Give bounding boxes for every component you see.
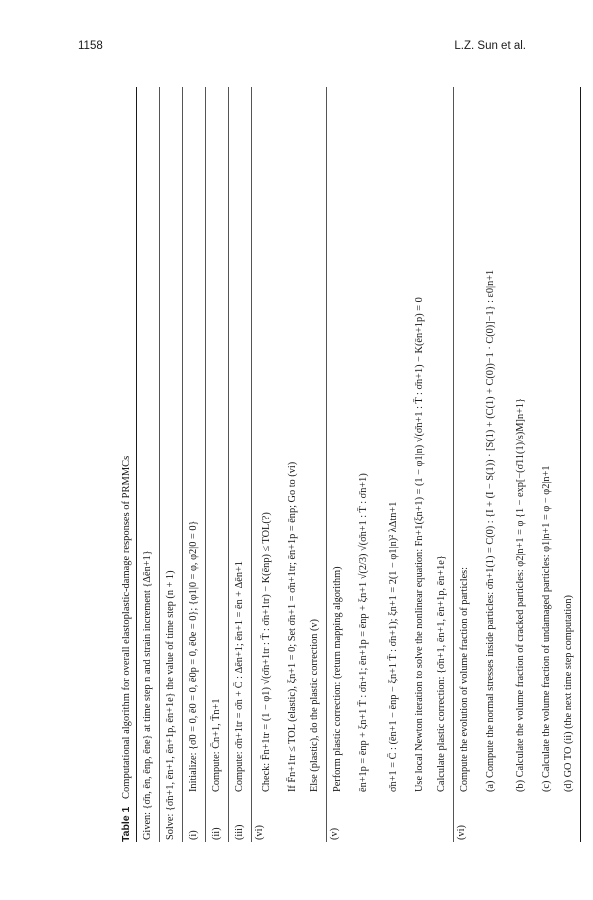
- page-number: 1158: [78, 40, 103, 52]
- running-head: [78, 40, 526, 60]
- author-line: L.Z. Sun et al.: [454, 40, 526, 52]
- table-row-given: Given: {σ̄n, ēn, ēnp, ēne} at time step n and strain increment {Δēn+1}: [137, 87, 160, 842]
- step-text: Perform plastic correction: (return mapping algorithm) ēn+1p = ēnp + ξn+1 T̄ : σ̄n+1; ēn+1p = ēnp + ξn+1 √(2/3) √(σ̄n+1 : T̄ : σ̄n+1) σ̄n+1 = C̄ : (ēn+1 − ēnp − ξn+1 T̄ : σ̄n+1); ξn+1 = 2(1 − φ1|n)² λΔtn+1 Use local Newton iteration to solve the nonlinear equation: Fn+1(ξn+1) = (1 − φ1|n) √(σ̄n+1 : T̄ : σ̄n+1) − K(ēn+1p) = 0 Calculate plastic correction: {σ̄n+1, ēn+1, ēn+1p, ēn+1e}: [332, 297, 447, 792]
- step-label: (v): [329, 827, 340, 840]
- table-label: Table 1: [120, 806, 132, 842]
- table-row: [252, 87, 327, 842]
- table-row: [454, 87, 580, 842]
- table-row: [206, 87, 229, 842]
- table-row: [327, 87, 454, 842]
- table-caption: [116, 87, 136, 842]
- step-label: (vi): [254, 825, 265, 840]
- step-label: (iii): [234, 824, 245, 840]
- table-caption-text: Computational algorithm for overall elastoplastic-damage responses of PRMMCs: [121, 455, 132, 799]
- step-label: (i): [188, 830, 199, 840]
- step-text: Compute: C̄n+1, T̄n+1: [211, 698, 222, 792]
- step-label: (vi): [456, 825, 467, 840]
- step-text: Compute: σ̄n+1tr = σ̄n + C̄ : Δēn+1; ēn+1 = ēn + Δēn+1: [234, 561, 245, 792]
- rotated-table: [116, 87, 574, 842]
- table-row-solve: Solve: {σ̄n+1, ēn+1, ēn+1p, ēn+1e} the value of time step (n + 1): [160, 87, 183, 842]
- table-row: [183, 87, 206, 842]
- table-row: [229, 87, 252, 842]
- step-text: Compute the evolution of volume fraction of particles: (a) Compute the normal stresses inside particles: σ̄n+1(1) = C(0) : {I + (I − S(1)) · [S(1) + (C(1) + C(0))−1 · C(0)]−1} : ε0|n+1 (b) Calculate the volume fraction of cracked particles: φ2|n+1 = φ {1 − exp[−(σ̄11(1)/s)M]n+1} (c) Calculate the volume fraction of undamaged particles: φ1|n+1 = φ − φ2|n+1 (d) GO TO (ii) (the next time step computation): [459, 269, 574, 792]
- step-label: (ii): [211, 827, 222, 840]
- step-text: Check: F̄n+1tr = (1 − φ1) √(σ̄n+1tr : T̄ : σ̄n+1tr) − K(ēnp) ≤ TOL(?) If F̄n+1tr ≤ TOL (elastic), ξn+1 = 0; Set σ̄n+1 = σ̄n+1tr; ēn+1p = ēnp; Go to (vi) Else (plastic), do the plastic correction (v): [261, 461, 320, 792]
- step-text: Initialize: {σ̄0 = 0, ē0 = 0, ē0p = 0, ē0e = 0}; {φ1|0 = φ, φ2|0 = 0}: [188, 520, 199, 792]
